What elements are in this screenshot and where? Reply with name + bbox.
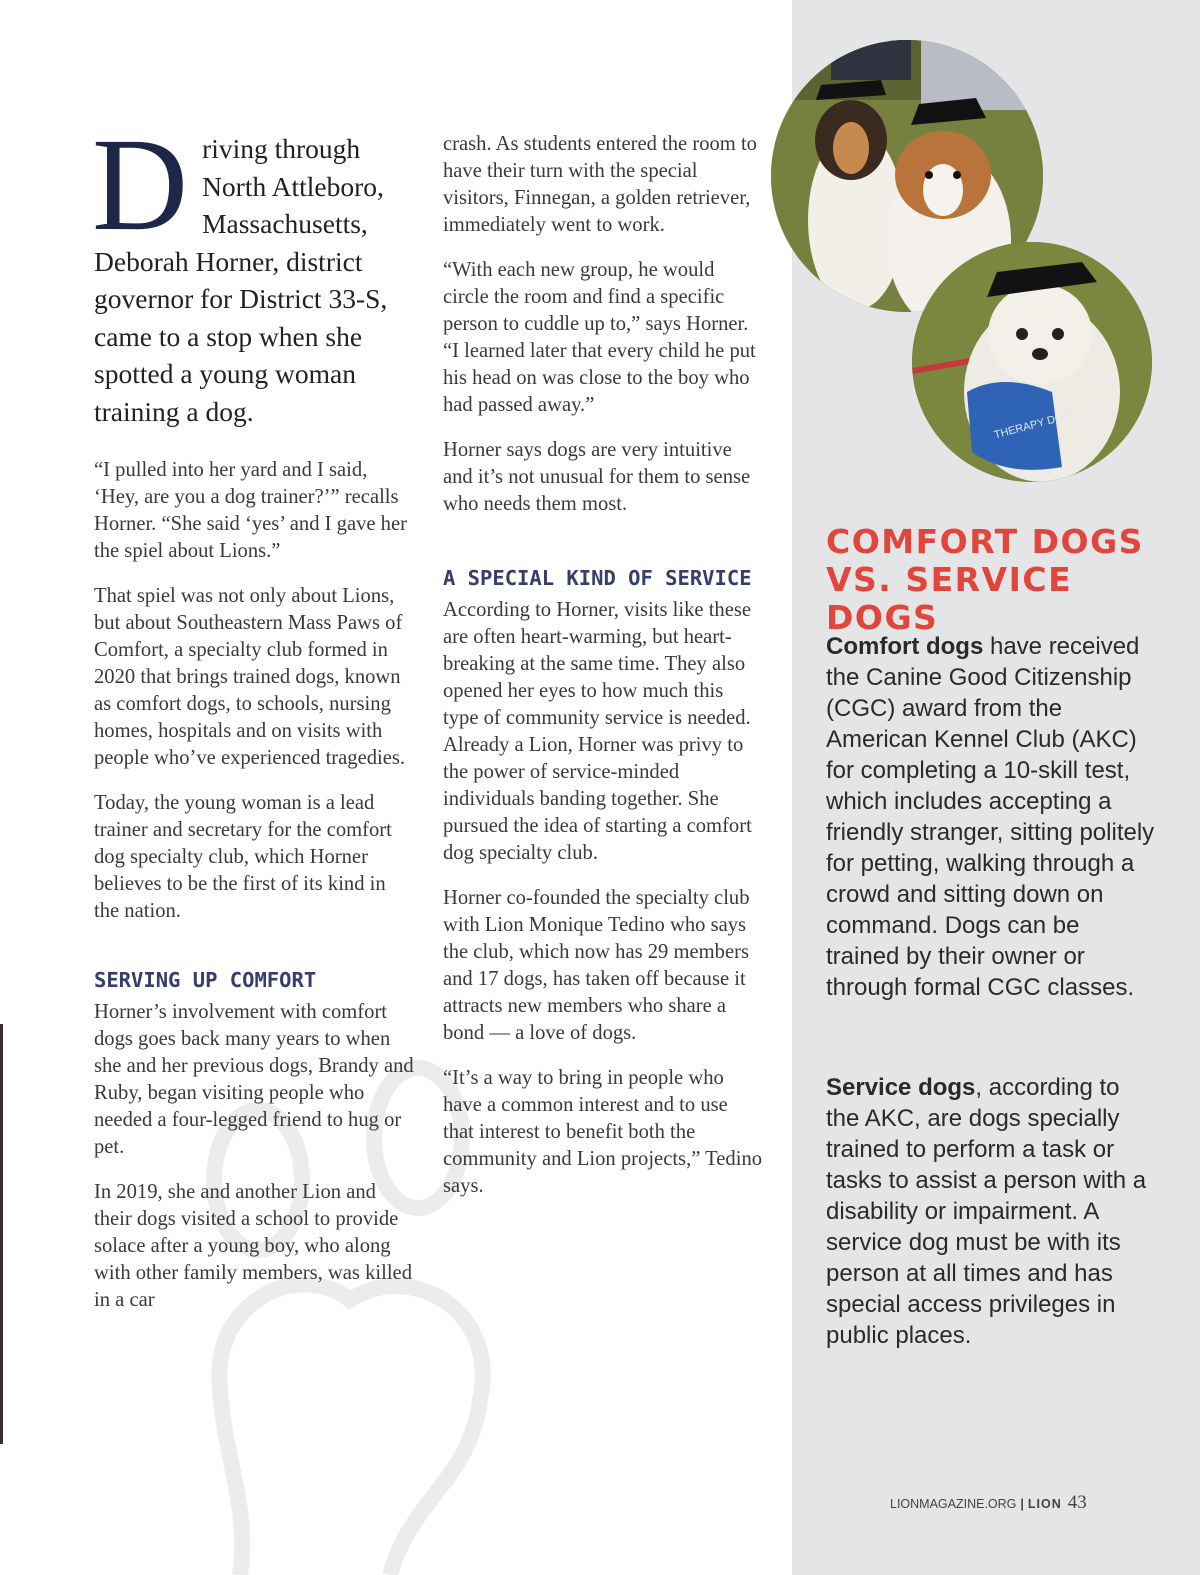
subhead-serving-up-comfort: SERVING UP COMFORT [94, 968, 317, 992]
sidebar-term-service: Service dogs [826, 1074, 976, 1101]
subhead-special-kind-of-service: A SPECIAL KIND OF SERVICE [443, 566, 752, 590]
footer-separator: | [1020, 1497, 1024, 1511]
paragraph: According to Horner, visits like these are often heart-warming, but heart-breaking at the same time. They also opened her eyes to how much this type of community service is needed. Already a Lion, Horner was privy to the power of service-minded individuals banding together. She pursued the idea of starting a comfort dog specialty club. [443, 599, 752, 864]
sidebar-title-line-2: VS. SERVICE DOGS [826, 560, 1073, 637]
paragraph: Horner’s involvement with comfort dogs goes back many years to when she and her previous dogs, Brandy and Ruby, began visiting people who needed a four-legged friend to hug or pet. [94, 1001, 414, 1158]
paragraph: “It’s a way to bring in people who have a common interest and to use that interest to benefit both the community and Lion projects,” Tedino says. [443, 1067, 763, 1197]
page-number: 43 [1067, 1492, 1087, 1513]
article-column-1 [92, 110, 414, 1332]
paragraph: That spiel was not only about Lions, but about Southeastern Mass Paws of Comfort, a specialty club formed in 2020 that brings trained dogs, known as comfort dogs, to schools, nursing homes, hospitals and on visits with people who’ve experienced tragedies. [94, 585, 406, 769]
paragraph: crash. As students entered the room to have their turn with the special visitors, Finnegan, a golden retriever, immediately went to work. [443, 133, 757, 236]
sidebar-title-line-1: COMFORT DOGS [826, 522, 1144, 561]
article-column-2 [443, 131, 763, 1218]
article-lede [92, 110, 414, 430]
sidebar-title [826, 523, 1186, 637]
paragraph: “With each new group, he would circle the room and find a specific person to cuddle up to,” says Horner. “I learned later that every child he put his head on was close to the boy who had passed away.” [443, 259, 756, 416]
paragraph: Horner co-founded the specialty club with Lion Monique Tedino who says the club, which now has 29 members and 17 dogs, has taken off because it attracts new members who share a bond — a love of dogs. [443, 887, 750, 1044]
footer-site-link[interactable]: LIONMAGAZINE.ORG [890, 1497, 1017, 1511]
sidebar-comfort-dogs [826, 631, 1156, 1003]
paragraph: In 2019, she and another Lion and their dogs visited a school to provide solace after a young boy, who along with other family members, was killed in a car [94, 1181, 412, 1311]
page-footer [890, 1492, 1100, 1514]
sidebar-service-dogs [826, 1072, 1156, 1351]
paragraph: “I pulled into her yard and I said, ‘Hey, are you a dog trainer?’” recalls Horner. “She said ‘yes’ and I gave her the spiel about Lions.” [94, 459, 407, 562]
lede-text: riving through North Attleboro, Massachusetts, Deborah Horner, district governor for District 33-S, came to a stop when she spotted a young woman training a dog. [94, 133, 388, 427]
sidebar-term-comfort: Comfort dogs [826, 633, 984, 660]
photo-therapy-dog [912, 242, 1152, 482]
drop-cap: D [92, 110, 189, 258]
footer-brand: LION [1027, 1497, 1062, 1511]
page-edge-bar [0, 1024, 3, 1444]
vest-label: THERAPY DOG [992, 409, 1074, 442]
sidebar-text: , according to the AKC, are dogs specially trained to perform a task or tasks to assist a person with a disability or impairment. A service dog must be with its person at all times and has special access privileges in public places. [826, 1074, 1147, 1349]
paragraph: Today, the young woman is a lead trainer and secretary for the comfort dog specialty club, which Horner believes to be the first of its kind in the nation. [94, 792, 392, 922]
sidebar-text: have received the Canine Good Citizenship (CGC) award from the American Kennel Club (AKC) for completing a 10-skill test, which includes accepting a friendly stranger, sitting politely for petting, walking through a crowd and sitting down on command. Dogs can be trained by their owner or through formal CGC classes. [826, 633, 1155, 1001]
paragraph: Horner says dogs are very intuitive and it’s not unusual for them to sense who needs them most. [443, 439, 751, 515]
